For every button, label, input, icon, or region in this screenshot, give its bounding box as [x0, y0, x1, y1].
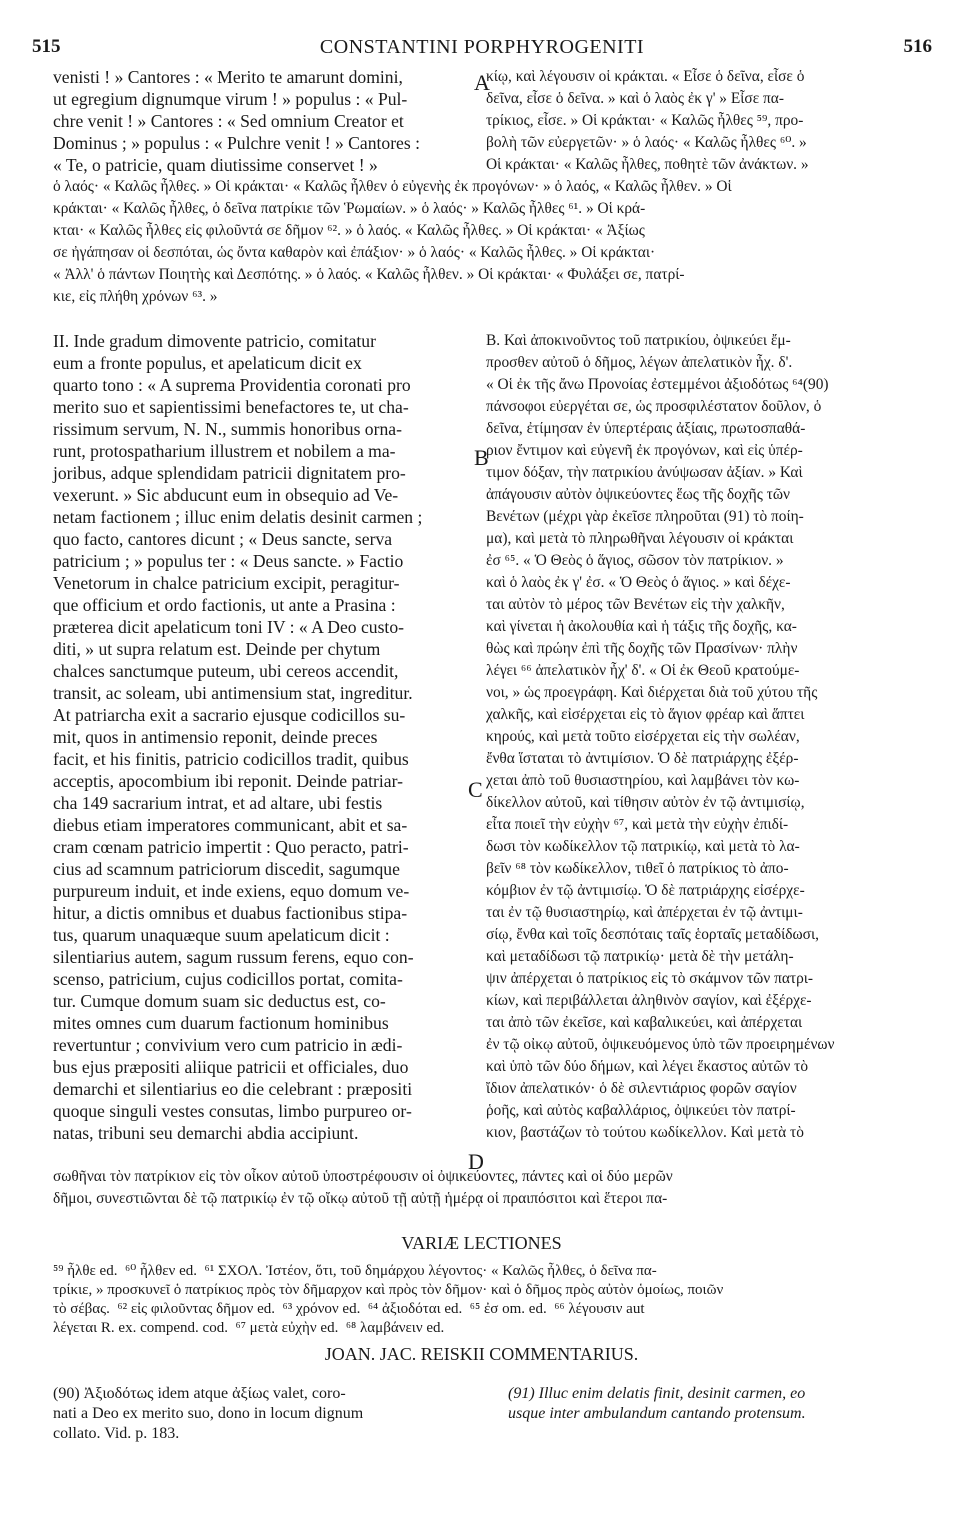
greek-line: κται· « Καλῶς ἦλθες εἰς φιλοῦντά σε δῆμον ⁶². » ὁ λαός. « Καλῶς ἦλθες. » Οἱ κράκται· « Ἀξίως	[53, 222, 645, 239]
latin-line: chre venit ! » Cantores : « Sed omnium Creator et	[53, 111, 404, 131]
greek-line: κιε, εἰς πλήθη χρόνων ⁶³. »	[53, 288, 218, 305]
commentary-title: JOAN. JAC. REISKII COMMENTARIUS.	[324, 1344, 639, 1364]
greek-line: Οἱ κράκται· « Καλῶς ἦλθες, ποθητὲ τῶν ἀνάκτων. »	[486, 156, 809, 173]
latin-line: quoque singuli vestes consutas, limbo purpureo or-	[53, 1101, 412, 1121]
latin-line: tur. Cumque domum suam sic deductus est, co-	[53, 991, 386, 1011]
greek-line: σωθῆναι τὸν πατρίκιον εἰς τὸν οἶκον αὐτοῦ ὑποστρέφουσιν οἱ ὀψικεύοντες, πάντες καὶ οἱ δύο μερῶν	[53, 1168, 673, 1185]
greek-line: ψιν ἀπέρχεται ὁ πατρίκιος εἰς τὸ σκάμνον τῶν πατρι-	[486, 970, 814, 987]
commentary-left	[53, 1384, 483, 1444]
greek-line: δίκελλον αὐτοῦ, καὶ τίθησιν αὐτὸν ἐν τῷ ἀντιμισίῳ,	[486, 794, 805, 811]
greek-line: ται αὐτὸν τὸ μέρος τῶν Βενέτων εἰς τὴν χαλκῆν,	[486, 596, 785, 613]
greek-line: δεῖνα, εἶσε ὁ δεῖνα. » καὶ ὁ λαὸς ἐκ γ' » Εἶσε πα-	[486, 90, 784, 107]
greek-line: δῆμοι, συνεστιῶνται δὲ τῷ πατρικίῳ ἐν τῷ οἴκῳ αὐτοῦ τῇ αὐτῇ ἡμέρᾳ οἱ πραιπόσιτοι καὶ ἕτεροι πα-	[53, 1190, 668, 1207]
greek-line: καὶ μεταδίδωσι τῷ πατρικίῳ· μετὰ δὲ τὴν μετάλη-	[486, 948, 794, 965]
commentary-line: collato. Vid. p. 183.	[53, 1425, 180, 1442]
latin-line: vexerunt. » Sic abducunt eum in obsequio ad Ve-	[53, 485, 399, 505]
greek-line: χαλκῆς, καὶ εἰσέρχεται εἰς τὸ ἅγιον φρέαρ καὶ ἅπτει	[486, 706, 805, 723]
greek-line: δωσι τὸν κωδίκελλον τῷ πατρικίῳ, καὶ μετὰ τὸ λα-	[486, 838, 800, 855]
latin-line: cha 149 sacrarium intrat, et ad altare, ubi festis	[53, 793, 383, 813]
greek-line: τρίκιος, εἶσε. » Οἱ κράκται· « Καλῶς ἦλθες ⁵⁹, προ-	[486, 112, 804, 129]
latin-line: « Te, o patricie, quam diutissime conservet ! »	[53, 155, 378, 175]
greek-line: χεται ἀπὸ τοῦ θυσιαστηρίου, καὶ λαμβάνει τὸν κω-	[486, 772, 800, 789]
commentary-line: usque inter ambulandum cantando protensum.	[508, 1405, 806, 1422]
latin-line: tus, quarum unaquæque suum apelaticum dicit :	[53, 925, 390, 945]
greek-line: κίων, καὶ περιβάλλεται ἀληθινὸν σαγίον, καὶ ἐξέρχε-	[486, 992, 812, 1009]
latin-line: quarto tono : « A suprema Providentia coronati pro	[53, 375, 411, 395]
greek-line: ἀπάγουσιν αὐτὸν ὀψικεύοντες ἕως τῆς δοχῆς τῶν	[486, 486, 790, 503]
variant-reading-line: ⁵⁹ ἦλθε ed. ⁶⁰ ἦλθεν ed. ⁶¹ ΣΧΟΛ. Ἰστέον, ὅτι, τοῦ δημάρχου λέγοντος· « Καλῶς ἦλθες, ὁ δεῖνα πα-	[53, 1263, 657, 1279]
latin-line: acceptis, apocombium ibi reponit. Deinde patriar-	[53, 771, 403, 791]
latin-line: joribus, adque splendidam patricii dignitatem pro-	[53, 463, 406, 483]
greek-line: Β. Καὶ ἀποκινοῦντος τοῦ πατρικίου, ὀψικεύει ἔμ-	[486, 332, 791, 349]
margin-marker-b: B	[474, 445, 489, 470]
latin-column-main	[53, 330, 473, 1144]
latin-line: rissimum servum, N. N., summis honoribus orna-	[53, 419, 402, 439]
latin-line: natas, tribuni seu demarchi abdia accipiunt.	[53, 1123, 359, 1143]
greek-line: ριον ἔντιμον καὶ εὐγενῆ ἐκ προγόνων, καὶ εἰς ὑπέρ-	[486, 442, 803, 459]
greek-line: ἐσ ⁶⁵. « Ὁ Θεὸς ὁ ἅγιος, σῶσον τὸν πατρίκιον. »	[486, 552, 784, 569]
commentary-right	[508, 1384, 938, 1424]
greek-bottom-block	[53, 1166, 933, 1210]
greek-line: ἴδιον ἀπελατικόν· ὁ δὲ σιλεντιάριος φορῶν σαγίον	[486, 1080, 797, 1097]
latin-line: diebus etiam imperatores communicant, abit et sa-	[53, 815, 408, 835]
greek-line: κιον, βαστάζων τὸ τούτου κωδίκελλον. Καὶ μετὰ τὸ	[486, 1124, 804, 1141]
greek-line: ἔνθα ἵσταται τὸ ἀντιμίσιον. Ὁ δὲ πατριάρχης ἐξέρ-	[486, 750, 799, 767]
variant-reading-line: τρίκιε, » προσκυνεῖ ὁ πατρίκιος πρὸς τὸν δῆμαρχον καὶ πρὸς τὸν δῆμον· καὶ ὁ δῆμος πρὸς αὐτὸν ὁμοίως, ποιῶν	[53, 1282, 724, 1298]
greek-line: κόμβιον ἐν τῷ ἀντιμισίῳ. Ὁ δὲ πατριάρχης εἰσέρχε-	[486, 882, 805, 899]
commentary-line: nati a Deo ex merito suo, dono in locum dignum	[53, 1405, 364, 1422]
greek-column-top	[486, 66, 932, 176]
latin-line: silentiarius autem, sagum russum ferens, equo con-	[53, 947, 414, 967]
greek-line: σε ἠγάπησαν οἱ δεσπόται, ὡς ὄντα καθαρὸν καὶ ἐπάξιον· » ὁ λαός· « Καλῶς ἦλθες. » Οἱ κράκται·	[53, 244, 656, 261]
latin-line: mit, quos in antimensio reponit, deinde preces	[53, 727, 378, 747]
greek-line: ται ἀπὸ τῶν ἐκεῖσε, καὶ καβαλικεύει, καὶ ἀπέρχεται	[486, 1014, 803, 1031]
greek-line: λέγει ⁶⁶ ἀπελατικὸν ἦχ' δ'. « Οἱ ἐκ Θεοῦ κρατούμε-	[486, 662, 800, 679]
greek-column-main	[486, 330, 932, 1144]
latin-line: que officium et ordo factionis, ut ante a Prasina :	[53, 595, 396, 615]
greek-line: νοι, » ὡς προεγράφη. Καὶ διέρχεται διὰ τοῦ χύτου τῆς	[486, 684, 818, 701]
variae-lectiones-title: VARIÆ LECTIONES	[401, 1233, 562, 1253]
latin-line: II. Inde gradum dimovente patricio, comitatur	[53, 331, 376, 351]
page-number-right: 516	[903, 36, 932, 57]
greek-line: Βενέτων (μέχρι γὰρ ἐκεῖσε πληροῦται (91) τὸ ποίη-	[486, 508, 804, 525]
greek-line: βεῖν ⁶⁸ τὸν κωδίκελλον, τιθεῖ ὁ πατρίκιος τὸ ἀπο-	[486, 860, 789, 877]
latin-line: At patriarcha exit a sacrario ejusque codicillos su-	[53, 705, 406, 725]
latin-line: facit, et his finitis, patricio codicillos tradit, quibus	[53, 749, 409, 769]
greek-line: καὶ ὁ λαὸς ἐκ γ' ἐσ. « Ὁ Θεὸς ὁ ἅγιος. » καὶ δέχε-	[486, 574, 791, 591]
latin-line: diti, » ut supra relatum est. Deinde per chytum	[53, 639, 381, 659]
latin-line: purpureum induit, et inde exiens, equo domum ve-	[53, 881, 410, 901]
latin-line: hitur, a dictis omnibus et duabus factionibus stipa-	[53, 903, 408, 923]
latin-line: transit, ac soleam, ubi antimensium stat, ingreditur.	[53, 683, 413, 703]
latin-line: patricium ; » populus ter : « Deus sancte. » Factio	[53, 551, 404, 571]
latin-line: scenso, patricium, cujus codicillos portat, comita-	[53, 969, 403, 989]
greek-line: κίῳ, καὶ λέγουσιν οἱ κράκται. « Εἶσε ὁ δεῖνα, εἶσε ὁ	[486, 68, 805, 85]
greek-line: βολὴ τῶν εὐεργετῶν· » ὁ λαός· « Καλῶς ἦλθες ⁶⁰. »	[486, 134, 807, 151]
greek-line: ῥοῆς, καὶ αὐτὸς καβαλλάριος, ὀψικεύει τὸν πατρί-	[486, 1102, 796, 1119]
greek-line: κηρούς, καὶ μετὰ τοῦτο εἰσέρχεται εἰς τὴν σωλέαν,	[486, 728, 800, 745]
variant-reading-line: λέγεται R. ex. compend. cod. ⁶⁷ μετὰ εὐχὴν ed. ⁶⁸ λαμβάνειν ed.	[53, 1320, 445, 1336]
latin-line: bus ejus præpositi aliique patricii et officiales, duo	[53, 1057, 409, 1077]
greek-line: ται ἐν τῷ θυσιαστηρίῳ, καὶ ἀπέρχεται ἐν τῷ ἀντιμι-	[486, 904, 803, 921]
latin-line: venisti ! » Cantores : « Merito te amarunt domini,	[53, 67, 403, 87]
greek-line: τιμον δόξαν, τὴν πατρικίου ἀνύψωσαν ἀξίαν. » Καὶ	[486, 464, 803, 481]
commentary-line: (91) Illuc enim delatis finit, desinit carmen, eo	[508, 1385, 806, 1402]
latin-line: demarchi et silentiarius eo die celebrant : præpositi	[53, 1079, 413, 1099]
latin-column-top	[53, 66, 473, 176]
latin-line: netam factionem ; illuc enim delatis desinit carmen ;	[53, 507, 423, 527]
margin-marker-a: A	[474, 70, 490, 95]
margin-marker-d: D	[468, 1149, 484, 1174]
greek-line: σίῳ, ἔνθα καὶ τοῖς δεσπόταις ταῖς ἑορταῖς μεταδίδωσι,	[486, 926, 819, 943]
greek-line: προσθεν αὐτοῦ ὁ δῆμος, λέγων ἀπελατικὸν ἦχ. δ'.	[486, 354, 793, 371]
greek-line: θὼς καὶ πρώην ἐπὶ τῆς δοχῆς τῶν Πρασίνων· πλὴν	[486, 640, 798, 657]
latin-line: præterea dicit apelaticum toni IV : « A Deo custo-	[53, 617, 404, 637]
greek-line: εἶτα ποιεῖ τὴν εὐχὴν ⁶⁷, καὶ μετὰ τὴν εὐχὴν ἐπιδί-	[486, 816, 789, 833]
greek-line: ἐν τῷ οἰκῳ αὐτοῦ, ὀψικευόμενος ὑπὸ τῶν προειρημένων	[486, 1036, 835, 1053]
latin-line: cram cœnam patricio impertit : Quo peracto, patri-	[53, 837, 409, 857]
greek-line: πάνσοφοι εὐεργέται σε, ὡς προσφιλέστατον δοῦλον, ὁ	[486, 398, 822, 415]
latin-line: runt, protospatharium illustrem et nobilem a ma-	[53, 441, 396, 461]
latin-line: merito suo et sapientissimi benefactores te, ut cha-	[53, 397, 409, 417]
commentary-line: (90) Ἀξιοδότως idem atque ἀξίως valet, coro-	[53, 1385, 346, 1402]
page-number-left: 515	[32, 36, 61, 57]
page-header	[32, 36, 932, 64]
latin-line: mites omnes cum duarum factionum hominibus	[53, 1013, 389, 1033]
latin-line: Dominus ; » populus : « Pulchre venit ! » Cantores :	[53, 133, 420, 153]
variant-reading-line: τὸ σέβας. ⁶² εἰς φιλοῦντας δῆμον ed. ⁶³ χρόνον ed. ⁶⁴ ἀξιοδόται ed. ⁶⁵ ἐσ om. ed. ⁶⁶ λέγουσιν aut	[53, 1301, 645, 1317]
greek-line: δεῖνα, ἐτίμησαν ἐν ὑπερτέραις ἀξίαις, πρωτοσπαθά-	[486, 420, 806, 437]
greek-full-width-block	[53, 176, 933, 308]
running-title: CONSTANTINI PORPHYROGENITI	[319, 36, 645, 58]
latin-line: ut egregium dignumque virum ! » populus : « Pul-	[53, 89, 408, 109]
greek-line: μα), καὶ μετὰ τὸ πληρωθῆναι λέγουσιν οἱ κράκται	[486, 530, 794, 547]
latin-line: revertuntur ; convivium vero cum patricio in ædi-	[53, 1035, 403, 1055]
greek-line: ὁ λαός· « Καλῶς ἦλθες. » Οἱ κράκται· « Καλῶς ἦλθεν ὁ εὐγενὴς ἐκ προγόνων· » ὁ λαός, « Καλῶς ἦλθεν. » Οἱ	[53, 178, 732, 195]
greek-line: « Ἀλλ' ὁ πάντων Ποιητὴς καὶ Δεσπότης. » ὁ λαός. « Καλῶς ἦλθεν. » Οἱ κράκται· « Φυλάξει σε, πατρί-	[53, 266, 685, 283]
variae-lectiones	[53, 1262, 933, 1338]
latin-line: eum a fronte populus, et apelaticum dicit ex	[53, 353, 362, 373]
latin-line: cius ad scamnum patriciorum discedit, sagumque	[53, 859, 400, 879]
greek-line: κράκται· « Καλῶς ἦλθες, ὁ δεῖνα πατρίκιε τῶν Ῥωμαίων. » ὁ λαός· » Καλῶς ἦλθες ⁶¹. » Οἱ κρά-	[53, 200, 646, 217]
greek-line: καὶ ὑπὸ τῶν δύο δήμων, καὶ λέγει ἕκαστος αὐτῶν τὸ	[486, 1058, 809, 1075]
latin-line: quo facto, cantores dicunt ; « Deus sancte, serva	[53, 529, 393, 549]
greek-line: « Οἱ ἐκ τῆς ἄνω Προνοίας ἐστεμμένοι ἀξιοδότως ⁶⁴(90)	[486, 376, 829, 393]
latin-line: Venetorum in chalce patricium excipit, peragitur-	[53, 573, 400, 593]
latin-line: chalces sanctumque puteum, ubi cereos accendit,	[53, 661, 399, 681]
margin-marker-c: C	[468, 777, 483, 802]
greek-line: καὶ γίνεται ἡ ἀκολουθία καὶ ἡ τάξις τῆς δοχῆς, κα-	[486, 618, 797, 635]
